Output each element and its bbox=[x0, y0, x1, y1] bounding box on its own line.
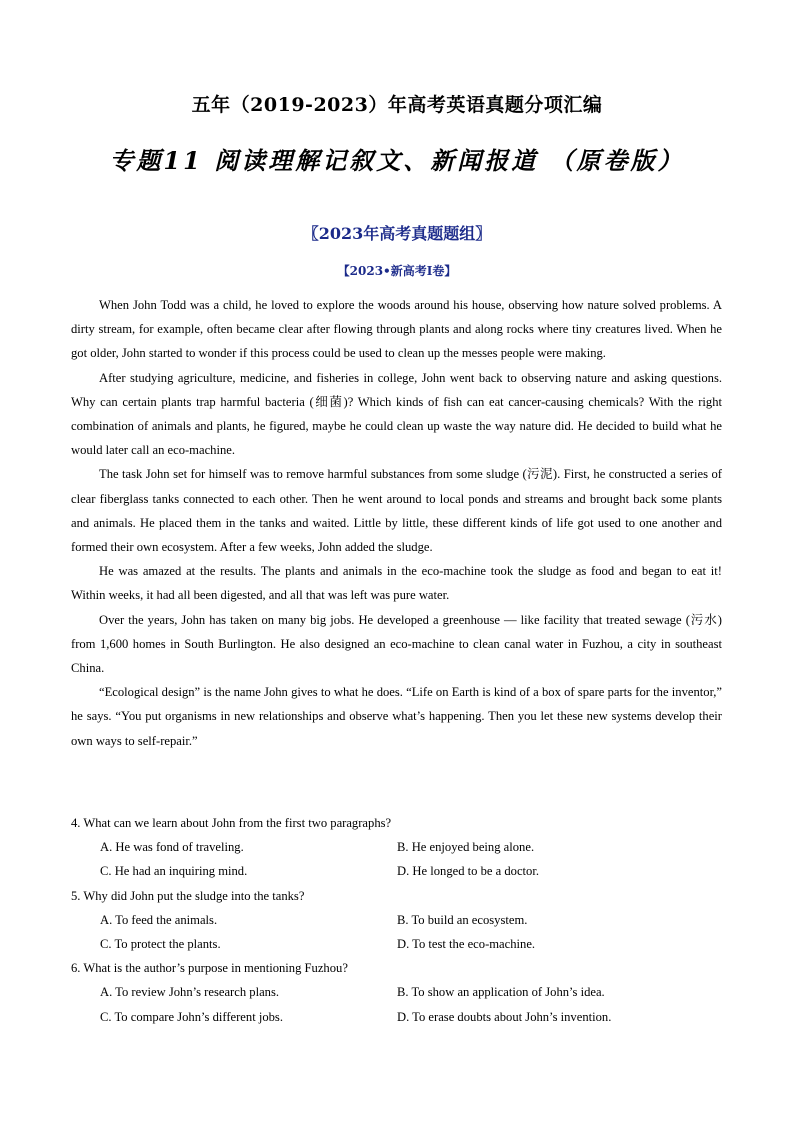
passage-paragraph-6: “Ecological design” is the name John gives to what he does. “Life on Earth is kind of a box of spare parts for the inventor,” he says. “You put organisms in new relationships and observe what’s happening. Then you let these new systems develop their own ways to self-repair.” bbox=[71, 685, 722, 748]
options-row bbox=[71, 908, 722, 932]
question-5 bbox=[71, 884, 722, 957]
document-title: 五年（2019-2023）年高考英语真题分项汇编 bbox=[191, 94, 603, 116]
question-stem: 6. What is the author’s purpose in mentioning Fuzhou? bbox=[71, 961, 348, 976]
option-b: B. He enjoyed being alone. bbox=[397, 840, 535, 855]
option-a: A. He was fond of traveling. bbox=[100, 840, 244, 855]
option-c: C. To compare John’s different jobs. bbox=[100, 1009, 283, 1024]
option-d: D. He longed to be a doctor. bbox=[397, 864, 539, 879]
document-subtitle: 专题11 阅读理解记叙文、新闻报道 （原卷版） bbox=[109, 146, 685, 175]
option-b: B. To show an application of John’s idea. bbox=[397, 985, 605, 1000]
option-b: B. To build an ecosystem. bbox=[397, 912, 528, 927]
option-d: D. To test the eco-machine. bbox=[397, 937, 536, 952]
options-row bbox=[71, 932, 722, 956]
question-6 bbox=[71, 956, 722, 1029]
question-stem: 4. What can we learn about John from the first two paragraphs? bbox=[71, 816, 392, 830]
question-stem: 5. Why did John put the sludge into the tanks? bbox=[71, 888, 305, 903]
question-4 bbox=[71, 811, 722, 884]
option-a: A. To feed the animals. bbox=[100, 912, 218, 927]
option-c: C. To protect the plants. bbox=[100, 937, 221, 952]
questions-section bbox=[71, 811, 722, 1029]
reading-passage bbox=[71, 293, 722, 753]
option-c: C. He had an inquiring mind. bbox=[100, 864, 248, 879]
passage-paragraph-5: Over the years, John has taken on many big jobs. He developed a greenhouse — like facility that treated sewage (污水) from 1,600 homes in South Burlington. He also designed an eco-machine to clean canal water in Fuzhou, a city in southeast China. bbox=[71, 612, 722, 676]
options-row bbox=[71, 1005, 722, 1029]
passage-paragraph-4: He was amazed at the results. The plants and animals in the eco-machine took the sludge as food and began to eat it! Within weeks, it had all been digested, and all that was left was pure water. bbox=[71, 564, 722, 603]
exam-title: 【2023•新高考I卷】 bbox=[337, 264, 457, 278]
option-a: A. To review John’s research plans. bbox=[100, 985, 279, 1000]
options-row bbox=[71, 859, 722, 883]
passage-paragraph-1: When John Todd was a child, he loved to explore the woods around his house, observing how nature solved problems. A dirty stream, for example, often became clear after flowing through plants and along rocks where tiny creatures lived. When he got older, John started to wonder if this process could be used to clean up the messes people were making. bbox=[71, 298, 722, 361]
option-d: D. To erase doubts about John’s invention. bbox=[397, 1009, 612, 1024]
section-group-title: 〖2023年高考真题题组〗 bbox=[302, 224, 492, 243]
options-row bbox=[71, 980, 722, 1004]
options-row bbox=[71, 835, 722, 859]
passage-paragraph-2: After studying agriculture, medicine, and fisheries in college, John went back to observing nature and asking questions. Why can certain plants trap harmful bacteria (细菌)? Which kinds of fish can eat cancer-causing chemicals? With the right combination of animals and plants, he figured, maybe he could clean up waste the way nature did. He decided to build what he would later call an eco-machine. bbox=[71, 370, 722, 458]
passage-paragraph-3: The task John set for himself was to remove harmful substances from some sludge (污泥). First, he constructed a series of clear fiberglass tanks connected to each other. Then he went around to local ponds and streams and brought back some plants and animals. He placed them in the tanks and waited. Little by little, these different kinds of life got used to one another and formed their own ecosystem. After a few weeks, John added the sludge. bbox=[71, 467, 722, 555]
